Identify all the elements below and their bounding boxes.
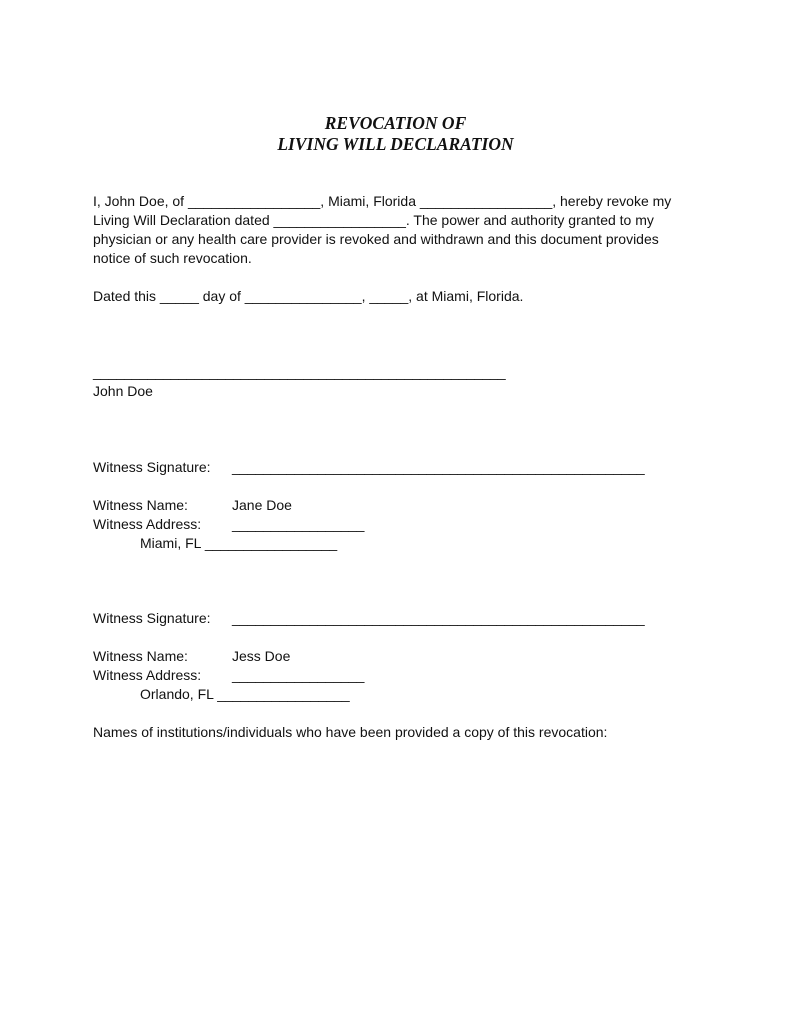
witness-2-signature-label: Witness Signature:: [93, 610, 211, 626]
witness-1-city-line: Miami, FL _________________: [140, 535, 338, 551]
witness-2-address-label: Witness Address:: [93, 667, 202, 683]
witness-1-address-label: Witness Address:: [93, 516, 202, 532]
dated-line: Dated this _____ day of _______________, _____, at Miami, Florida.: [93, 288, 524, 304]
witness-1-name-label: Witness Name:: [93, 497, 188, 513]
witness-1-name-value: Jane Doe: [232, 497, 292, 513]
body-line-3: physician or any health care provider is revoked and withdrawn and this document provides: [93, 231, 659, 247]
witness-2-city-line: Orlando, FL _________________: [140, 686, 350, 702]
witness-1-signature-blank: _____________________________________________________: [232, 459, 645, 475]
witness-1-signature-label: Witness Signature:: [93, 459, 211, 475]
title-line-1: REVOCATION OF: [324, 113, 467, 133]
witness-2-address-blank: _________________: [232, 667, 365, 683]
signer-name: John Doe: [93, 383, 153, 399]
body-line-2: Living Will Declaration dated _________________. The power and authority granted to my: [93, 212, 654, 228]
signature-line: _____________________________________________________: [93, 364, 506, 380]
witness-2-name-label: Witness Name:: [93, 648, 188, 664]
witness-2-signature-blank: _____________________________________________________: [232, 610, 645, 626]
copies-line: Names of institutions/individuals who have been provided a copy of this revocation:: [93, 724, 608, 740]
body-line-1: I, John Doe, of _________________, Miami, Florida _________________, hereby revoke my: [93, 193, 672, 209]
body-line-4: notice of such revocation.: [93, 250, 252, 266]
witness-2-name-value: Jess Doe: [232, 648, 291, 664]
witness-1-address-blank: _________________: [232, 516, 365, 532]
title-line-2: LIVING WILL DECLARATION: [277, 134, 514, 154]
